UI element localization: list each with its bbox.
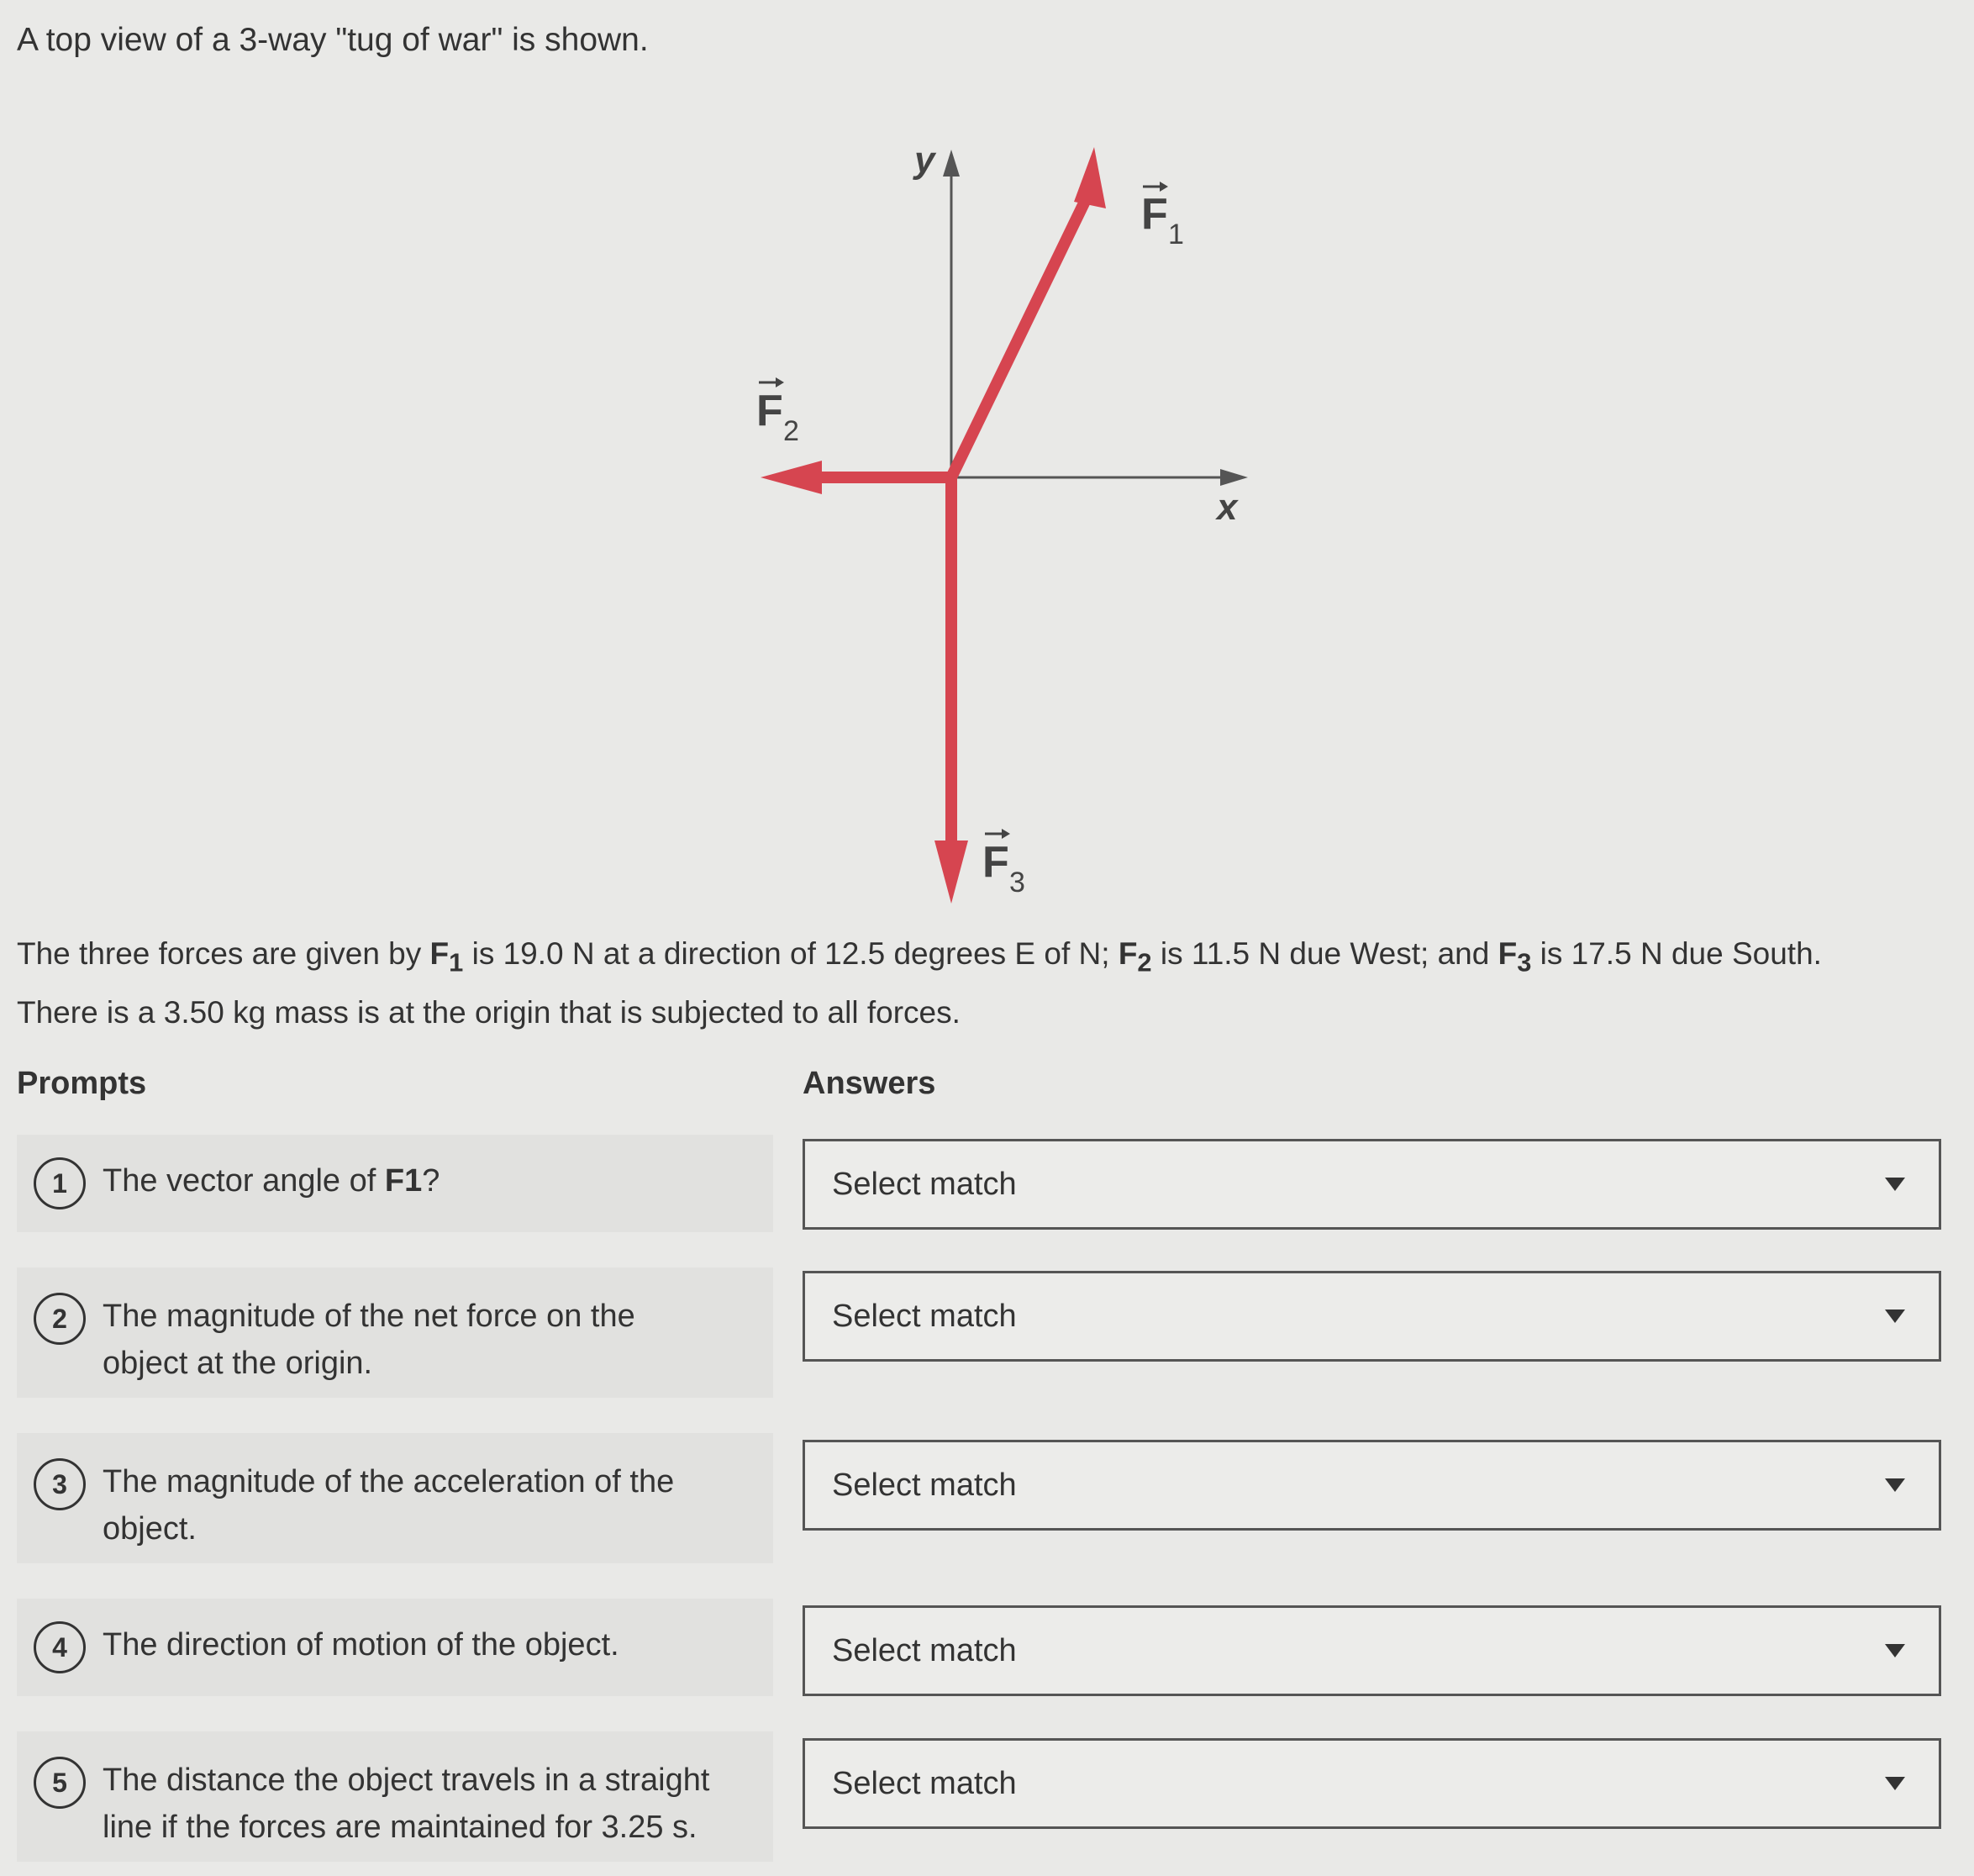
svg-text:F: F bbox=[756, 387, 783, 435]
f1-arrowhead bbox=[1074, 147, 1106, 208]
answer-select-4-label: Select match bbox=[832, 1632, 1017, 1668]
forces-line-1: The three forces are given by $F_1$ is 19.0 N at a direction of 12.5 degrees E of N; $F_2$ is 11.5 N due West; and $F_3$ is 17.5 N due South. bbox=[17, 936, 1822, 978]
answers-heading: Answers bbox=[803, 1066, 936, 1101]
f1-label bbox=[1141, 182, 1184, 250]
answer-select-4[interactable] bbox=[803, 1605, 1941, 1696]
answer-select-1-label: Select match bbox=[832, 1166, 1017, 1202]
forces-line-2: There is a 3.50 kg mass is at the origin that is subjected to all forces. bbox=[17, 995, 961, 1030]
prompt-2 bbox=[17, 1267, 773, 1398]
f2-arrowhead bbox=[761, 461, 822, 494]
chevron-down-icon bbox=[1885, 1310, 1905, 1323]
x-axis-label: x bbox=[1217, 487, 1238, 528]
prompt-number-5: 5 bbox=[34, 1757, 86, 1809]
prompt-text-2: The magnitude of the net force on the object at the origin. bbox=[103, 1299, 635, 1381]
forces-description bbox=[17, 929, 1950, 1038]
y-axis-label: y bbox=[914, 140, 935, 181]
answer-select-3[interactable] bbox=[803, 1440, 1941, 1531]
f3-label bbox=[982, 829, 1025, 898]
svg-text:1: 1 bbox=[1168, 219, 1184, 250]
chevron-down-icon bbox=[1885, 1178, 1905, 1191]
prompts-heading: Prompts bbox=[17, 1066, 147, 1101]
prompt-number-4: 4 bbox=[34, 1621, 86, 1673]
f2-label bbox=[756, 377, 799, 447]
prompt-text-3: The magnitude of the acceleration of the object. bbox=[103, 1464, 675, 1547]
prompt-5 bbox=[17, 1731, 773, 1862]
tug-of-war-diagram bbox=[689, 126, 1277, 925]
y-axis-arrowhead bbox=[943, 150, 960, 177]
answer-select-1[interactable] bbox=[803, 1139, 1941, 1230]
svg-text:F: F bbox=[1141, 190, 1168, 239]
svg-text:2: 2 bbox=[783, 415, 799, 447]
prompt-number-2: 2 bbox=[34, 1293, 86, 1345]
answer-select-5[interactable] bbox=[803, 1738, 1941, 1829]
prompt-number-1: 1 bbox=[34, 1157, 86, 1209]
f1-arrow-shaft bbox=[951, 189, 1091, 477]
answer-select-5-label: Select match bbox=[832, 1765, 1017, 1801]
intro-text: A top view of a 3-way "tug of war" is shown. bbox=[17, 22, 649, 58]
prompt-1 bbox=[17, 1135, 773, 1232]
answer-select-3-label: Select match bbox=[832, 1467, 1017, 1503]
prompt-text-1: The vector angle of F1? bbox=[103, 1163, 440, 1199]
prompt-3 bbox=[17, 1433, 773, 1563]
prompt-text-4: The direction of motion of the object. bbox=[103, 1627, 619, 1663]
answer-select-2[interactable] bbox=[803, 1271, 1941, 1362]
svg-text:F: F bbox=[982, 838, 1009, 887]
f3-arrowhead bbox=[934, 841, 968, 904]
prompt-4 bbox=[17, 1599, 773, 1696]
chevron-down-icon bbox=[1885, 1478, 1905, 1492]
chevron-down-icon bbox=[1885, 1644, 1905, 1657]
svg-text:3: 3 bbox=[1009, 867, 1025, 898]
answer-select-2-label: Select match bbox=[832, 1298, 1017, 1334]
prompt-text-5: The distance the object travels in a straight line if the forces are maintained for 3.25 s. bbox=[103, 1763, 710, 1845]
chevron-down-icon bbox=[1885, 1777, 1905, 1790]
x-axis-arrowhead bbox=[1220, 469, 1248, 486]
prompt-number-3: 3 bbox=[34, 1458, 86, 1510]
